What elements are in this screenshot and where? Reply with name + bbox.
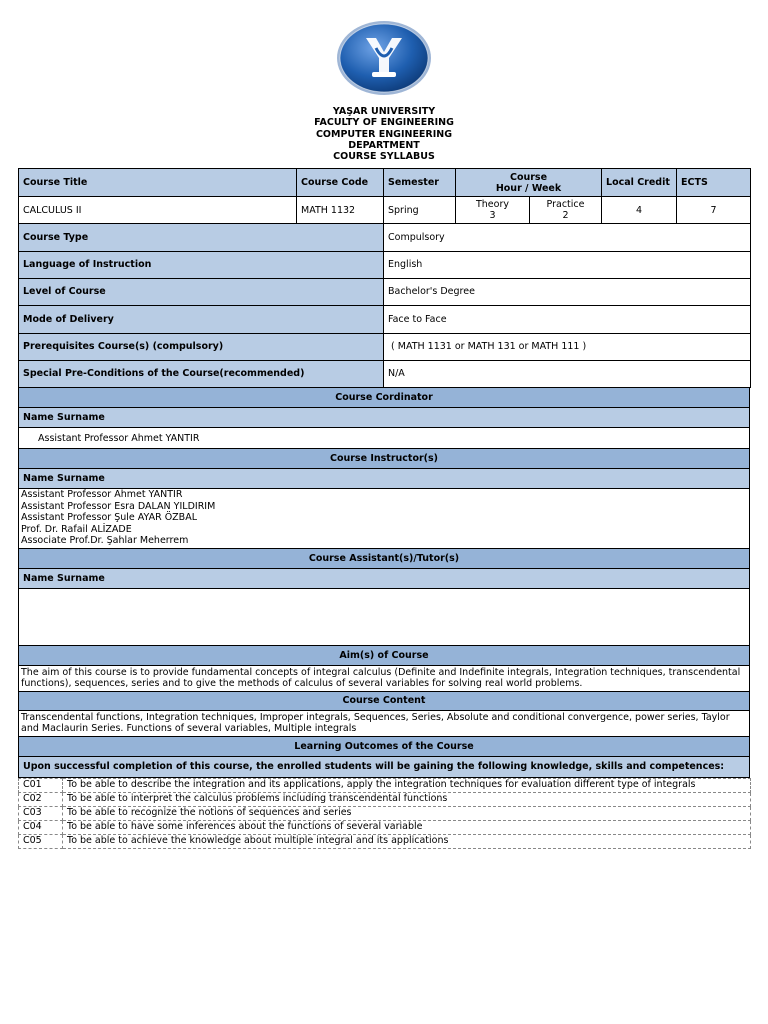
- outcomes-table: [18, 778, 751, 849]
- theory-value: 3: [489, 210, 496, 221]
- course-code-value: MATH 1132: [297, 197, 384, 224]
- practice-label: Practice: [546, 199, 585, 210]
- outcome-row: [19, 792, 751, 806]
- detail-value: Bachelor's Degree: [384, 278, 751, 305]
- outcome-text: To be able to achieve the knowledge about multiple integral and its applications: [63, 834, 751, 848]
- assistants-name-label: Name Surname: [19, 568, 750, 588]
- hours-label-line2: Hour / Week: [495, 182, 562, 194]
- department-name: COMPUTER ENGINEERING: [315, 128, 453, 140]
- theory-label: Theory: [475, 199, 509, 210]
- instructors-section-title: Course Instructor(s): [19, 449, 750, 469]
- outcome-code: C01: [19, 778, 63, 792]
- detail-value: Compulsory: [384, 224, 751, 251]
- detail-value: Face to Face: [384, 305, 751, 333]
- detail-value: ( MATH 1131 or MATH 131 or MATH 111 ): [384, 333, 751, 360]
- outcome-code: C03: [19, 806, 63, 820]
- aims-section-title: Aim(s) of Course: [19, 645, 750, 665]
- detail-label: Language of Instruction: [19, 251, 384, 278]
- outcome-code: C05: [19, 834, 63, 848]
- faculty-name: FACULTY OF ENGINEERING: [314, 117, 454, 129]
- coordinator-section-title: Course Cordinator: [19, 388, 750, 408]
- hours-label: [456, 169, 602, 197]
- practice-cell: [530, 197, 602, 224]
- instructor-name: Assistant Professor Şule AYAR ÖZBAL: [21, 512, 197, 523]
- coordinator-name-label: Name Surname: [19, 408, 750, 428]
- outcome-row: [19, 820, 751, 834]
- outcome-text: To be able to have some inferences about the functions of several variable: [63, 820, 751, 834]
- course-title-label: Course Title: [19, 169, 297, 197]
- instructors-name-label: Name Surname: [19, 469, 750, 489]
- practice-value: 2: [562, 210, 569, 221]
- university-logo: [336, 20, 432, 96]
- hours-label-line1: Course: [509, 171, 548, 183]
- content-section-title: Course Content: [19, 691, 750, 710]
- ects-value: 7: [677, 197, 751, 224]
- content-text: Transcendental functions, Integration techniques, Improper integrals, Sequences, Series, Absolute and conditional convergence, power series, Taylor and Maclaurin Series. Functions of several variables, Multiple integrals: [19, 710, 750, 736]
- instructor-name: Assistant Professor Esra DALAN YILDIRIM: [21, 500, 216, 512]
- instructor-name: Assistant Professor Ahmet YANTIR: [21, 489, 183, 500]
- aims-text: The aim of this course is to provide fundamental concepts of integral calculus (Definite and Indefinite integrals, Integration techniques, transcendental functions), sequences, series and to give the methods of calculus of several variables for solving real world problems.: [19, 665, 750, 691]
- theory-cell: [456, 197, 530, 224]
- course-info-table: [18, 168, 751, 224]
- detail-value: N/A: [384, 360, 751, 387]
- outcome-code: C02: [19, 792, 63, 806]
- outcome-code: C04: [19, 820, 63, 834]
- detail-label: Course Type: [19, 224, 384, 251]
- instructor-name: Associate Prof.Dr. Şahlar Meherrem: [21, 535, 189, 546]
- ects-label: ECTS: [677, 169, 751, 197]
- semester-label: Semester: [384, 169, 456, 197]
- syllabus: [18, 168, 750, 849]
- instructors-list: [19, 489, 750, 549]
- course-title-value: CALCULUS II: [19, 197, 297, 224]
- course-details-table: [18, 224, 751, 388]
- document-header: [0, 106, 768, 162]
- coordinator-name: Assistant Professor Ahmet YANTIR: [19, 428, 750, 449]
- semester-value: Spring: [384, 197, 456, 224]
- outcome-row: [19, 834, 751, 848]
- outcome-text: To be able to describe the integration and its applications, apply the integration techniques for evaluation different type of integrals: [63, 778, 751, 792]
- detail-value: English: [384, 251, 751, 278]
- people-table: [18, 388, 750, 778]
- instructor-name: Prof. Dr. Rafail ALİZADE: [21, 523, 132, 535]
- outcome-text: To be able to interpret the calculus problems including transcendental functions: [63, 792, 751, 806]
- detail-label: Special Pre-Conditions of the Course(recommended): [19, 360, 384, 387]
- local-credit-label: Local Credit: [602, 169, 677, 197]
- document-title: COURSE SYLLABUS: [333, 151, 435, 163]
- outcomes-section-title: Learning Outcomes of the Course: [19, 736, 750, 756]
- department-label: DEPARTMENT: [348, 139, 420, 151]
- detail-label: Level of Course: [19, 278, 384, 305]
- outcome-row: [19, 778, 751, 792]
- assistants-list-empty: [19, 588, 750, 645]
- local-credit-value: 4: [602, 197, 677, 224]
- detail-label: Mode of Delivery: [19, 305, 384, 333]
- outcome-row: [19, 806, 751, 820]
- outcome-text: To be able to recognize the notions of sequences and series: [63, 806, 751, 820]
- outcomes-intro: Upon successful completion of this course, the enrolled students will be gaining the following knowledge, skills and competences:: [19, 756, 750, 777]
- university-name: YAŞAR UNIVERSITY: [332, 106, 436, 117]
- assistants-section-title: Course Assistant(s)/Tutor(s): [19, 548, 750, 568]
- course-code-label: Course Code: [297, 169, 384, 197]
- detail-label: Prerequisites Course(s) (compulsory): [19, 333, 384, 360]
